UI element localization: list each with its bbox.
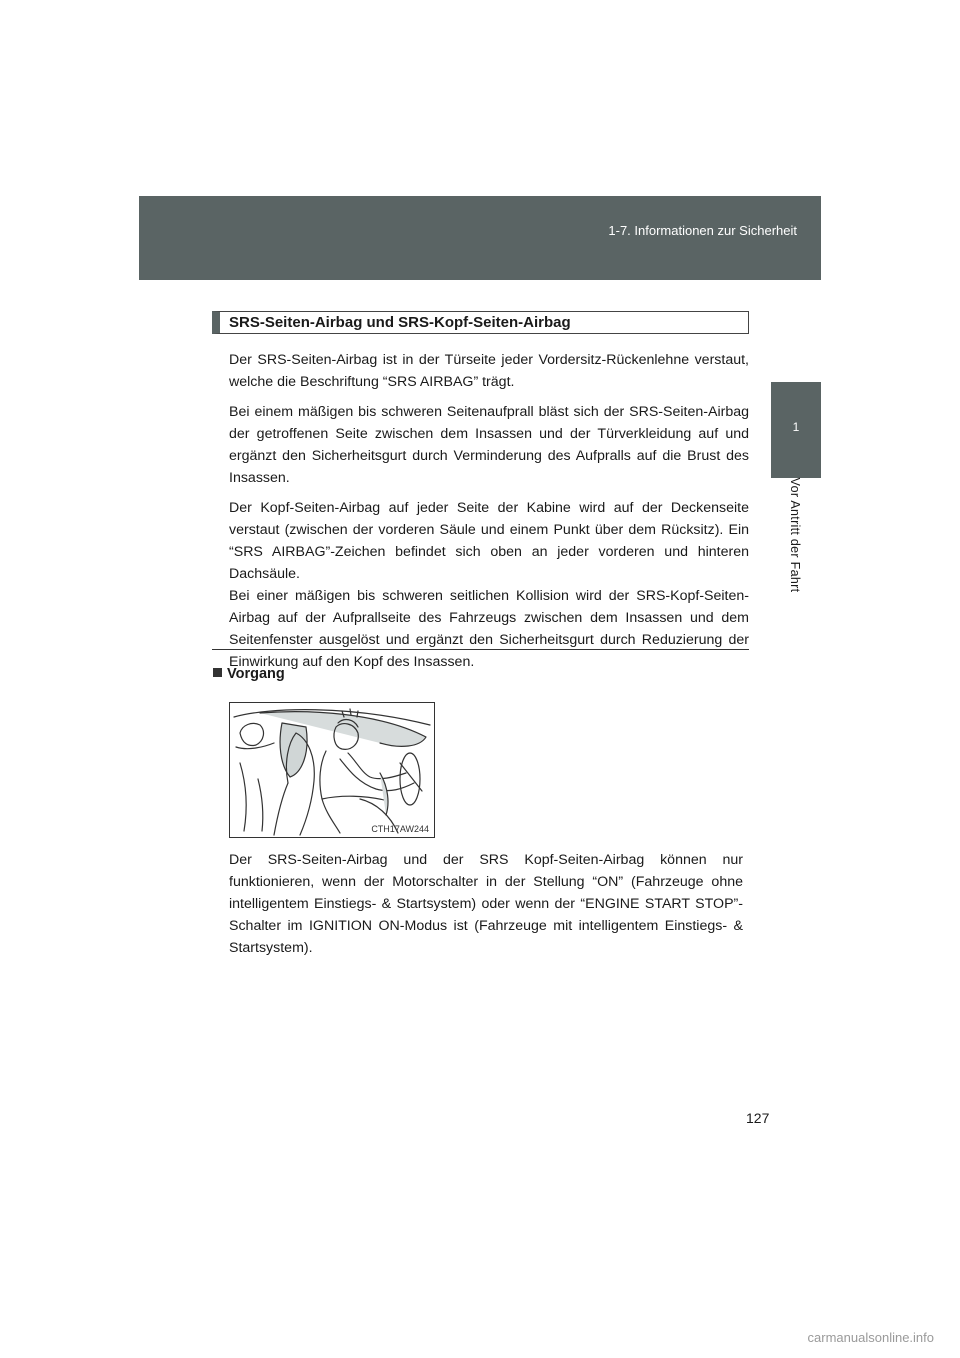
paragraph-1: Der SRS-Seiten-Airbag ist in der Türseite jeder Vordersitz-Rückenlehne verstaut, welche die Beschriftung “SRS AIRBAG” trägt. (229, 352, 749, 390)
airbag-deployment-drawing (230, 703, 434, 837)
airbag-illustration (229, 702, 435, 838)
illustration-code: CTH17AW244 (371, 824, 429, 834)
operation-paragraph: Der SRS-Seiten-Airbag und der SRS Kopf-Seiten-Airbag können nur funktionieren, wenn der Motorschalter in der Stellung “ON” (Fahrzeuge ohne intelligentem Einstiegs- & Startsystem) oder wenn der “ENGINE START STOP”-Schalter im IGNITION ON-Modus ist (Fahrzeuge mit intelligentem Einstiegs- & Startsystem). (229, 852, 743, 956)
section-header-title: 1-7. Informationen zur Sicherheit (608, 223, 797, 238)
section-body (229, 349, 749, 681)
paragraph-4: Bei einer mäßigen bis schweren seitlichen Kollision wird der SRS-Kopf-Seiten-Airbag auf der Aufprallseite des Fahrzeugs zwischen dem Insassen und dem Seitenfenster ausgelöst und ergänzt den Sicherheitsgurt durch Reduzierung der Einwirkung auf den Kopf des Insassen. (229, 588, 749, 670)
bullet-square-icon (213, 668, 222, 677)
chapter-tab-number: 1 (792, 420, 800, 434)
subheading-label: Vorgang (227, 666, 285, 682)
paragraph-2: Bei einem mäßigen bis schweren Seitenaufprall bläst sich der SRS-Seiten-Airbag der getroffenen Seite zwischen dem Insassen und der Türverkleidung auf und ergänzt den Sicherheitsgurt durch Verminderung des Aufpralls auf die Brust des Insassen. (229, 404, 749, 486)
chapter-tab (771, 382, 821, 478)
header-band (139, 196, 821, 280)
section-title: SRS-Seiten-Airbag und SRS-Kopf-Seiten-Airbag (212, 311, 749, 334)
page-number: 127 (746, 1110, 770, 1126)
watermark-text: carmanualsonline.info (807, 1330, 934, 1345)
chapter-tab-label: Vor Antritt der Fahrt (788, 477, 802, 593)
subheading-operation (213, 666, 285, 682)
section-divider (212, 649, 749, 650)
paragraph-3: Der Kopf-Seiten-Airbag auf jeder Seite der Kabine wird auf der Deckenseite verstaut (zwischen der vorderen Säule und einem Punkt über dem Rücksitz). Ein “SRS AIRBAG”-Zeichen befindet sich oben an jeder vorderen und hinteren Dachsäule. (229, 500, 749, 582)
